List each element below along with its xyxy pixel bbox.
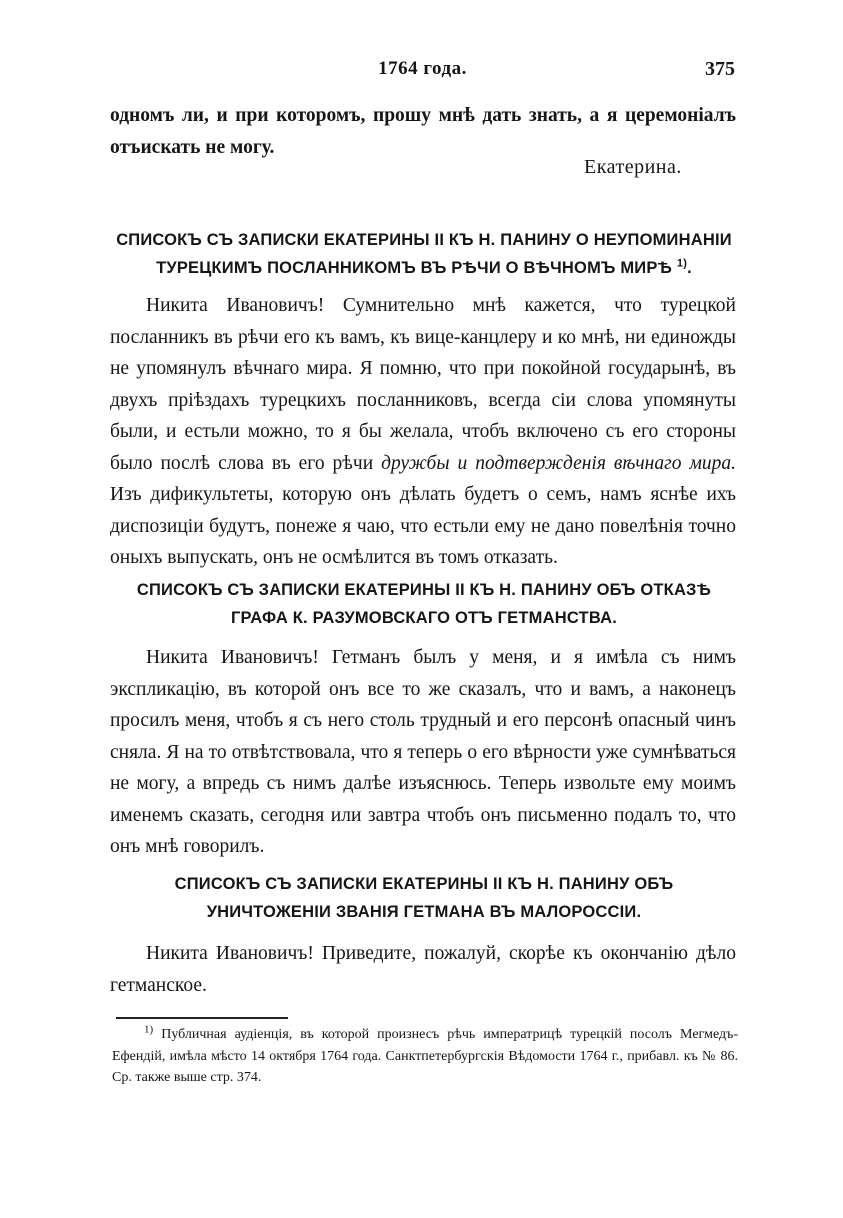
page-number: 375 bbox=[705, 58, 735, 80]
continuation-paragraph: одномъ ли, и при которомъ, прошу мнѣ дать знать, а я церемоніалъ отъискать не могу. bbox=[110, 105, 736, 158]
letter-body-1-part-1: Никита Ивановичъ! Сумнительно мнѣ кажется, что турецкой посланникъ въ рѣчи его къ вамъ, къ вице-канцлеру и ко мнѣ, ни единожды не упомянулъ вѣчнаго мира. Я помню, что при покойной государынѣ, въ двухъ пріѣздахъ турецкихъ посланниковъ, всегда сіи слова упомянуты были, и естьли можно, то я бы желала, чтобъ включено съ его стороны было послѣ слова въ его рѣчи bbox=[110, 295, 736, 474]
footnote-reference: 1) bbox=[676, 257, 688, 270]
section-heading-1-text: СПИСОКЪ СЪ ЗАПИСКИ ЕКАТЕРИНЫ II КЪ Н. ПАНИНУ О НЕУПОМИНАНІИ ТУРЕЦКИМЪ ПОСЛАННИКОМЪ ВЪ РѢЧИ О ВѢЧНОМЪ МИРѢ bbox=[116, 231, 732, 277]
page-header bbox=[110, 58, 735, 88]
running-title: 1764 года. bbox=[378, 58, 467, 79]
letter-body-3: Никита Ивановичъ! Приведите, пожалуй, скорѣе къ окончанію дѣло гетманское. bbox=[110, 943, 736, 996]
footnote-text: Публичная аудіенція, въ которой произнесъ рѣчь императрицѣ турецкій посолъ Мегмедъ-Ефендій, имѣла мѣсто 14 октября 1764 года. Санктпетербургскія Вѣдомости 1764 г., прибавл. къ № 86. Ср. также выше стр. 374. bbox=[112, 1027, 739, 1085]
letter-body-1 bbox=[110, 290, 736, 574]
section-heading-3: СПИСОКЪ СЪ ЗАПИСКИ ЕКАТЕРИНЫ II КЪ Н. ПАНИНУ ОБЪ УНИЧТОЖЕНІИ ЗВАНІЯ ГЕТМАНА ВЪ МАЛОРОССІИ. bbox=[174, 875, 674, 921]
letter-body-2: Никита Ивановичъ! Гетманъ былъ у меня, и я имѣла съ нимъ экспликацію, въ которой онъ все то же сказалъ, что и вамъ, а наконецъ просилъ меня, чтобъ я съ него столь трудный и его персонѣ опасный чинъ сняла. Я на то отвѣтствовала, что я теперь о его вѣрности уже сумнѣваться не могу, а впредь съ нимъ далѣе изъяснюсь. Теперь извольте ему моимъ именемъ сказать, сегодня или завтра чтобъ онъ письменно подалъ то, что онъ мнѣ говорилъ. bbox=[110, 647, 736, 857]
letter-body-1-italic: дружбы и подтвержденія вѣчнаго мира. bbox=[381, 452, 737, 474]
signature: Екатерина. bbox=[584, 156, 682, 178]
footnote-rule bbox=[116, 1017, 288, 1019]
letter-body-1-part-2: Изъ дификультеты, которую онъ дѣлать будетъ о семъ, намъ яснѣе ихъ диспозиціи будутъ, понеже я чаю, что естьли ему не дано повелѣнія точно оныхъ выпускать, онъ не осмѣлится въ томъ отказать. bbox=[110, 484, 736, 568]
section-heading-2: СПИСОКЪ СЪ ЗАПИСКИ ЕКАТЕРИНЫ II КЪ Н. ПАНИНУ ОБЪ ОТКАЗѢ ГРАФА К. РАЗУМОВСКАГО ОТЪ ГЕТМАНСТВА. bbox=[136, 581, 712, 627]
footnote-mark: 1) bbox=[144, 1023, 154, 1036]
footnote bbox=[112, 1024, 738, 1089]
section-heading-1: СПИСОКЪ СЪ ЗАПИСКИ ЕКАТЕРИНЫ II КЪ Н. ПАНИНУ О НЕУПОМИНАНІИ ТУРЕЦКИМЪ ПОСЛАННИКОМЪ ВЪ РѢЧИ О ВѢЧНОМЪ МИРѢ $^{1)}$. bbox=[116, 231, 732, 277]
